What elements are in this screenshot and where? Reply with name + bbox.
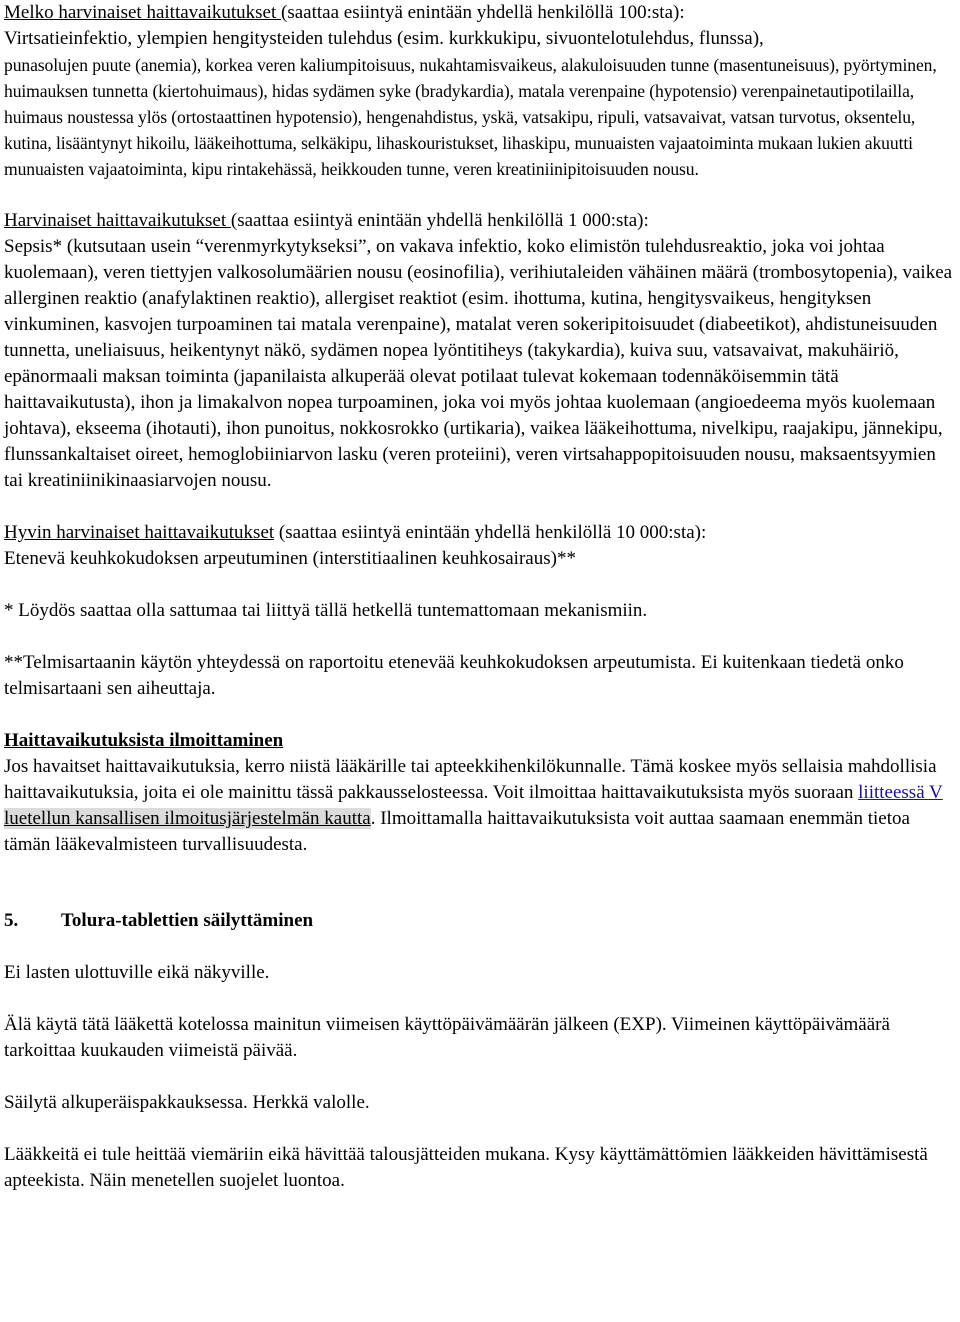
uncommon-text-b: punasolujen puute (anemia), korkea veren kaliumpitoisuus, nukahtamisvaikeus, alakuloisuuden tunne (masentuneisuus), pyörtyminen, huimauksen tunnetta (kiertohuimaus), hidas sydämen syke (bradykardia), matala verenpaine (hypotensio) verenpainetautipotilailla, huimaus noustessa ylös (ortostaattinen hypotensio), hengenahdistus, yskä, vatsakipu, ripuli, vatsavaivat, vatsan turvotus, oksentelu, kutina, lisääntynyt hikoilu, lääkeihottuma, selkäkipu, lihaskouristukset, lihaskipu, munuaisten vajaatoiminta mukaan lukien akuutti munuaisten vajaatoiminta, kipu rintakehässä, heikkouden tunne, veren kreatiniinipitoisuuden nousu.: [4, 55, 937, 179]
storage-paragraph-1: Ei lasten ulottuville eikä näkyville.: [4, 962, 270, 983]
reporting-text-before: Jos havaitset haittavaikutuksia, kerro niistä lääkärille tai apteekkihenkilökunnalle. Tämä koskee myös sellaisia mahdollisia haittavaikutuksia, joita ei ole mainittu tässä pakkausselosteessa. Voit ilmoittaa haittavaikutuksista myös suoraan: [4, 756, 937, 803]
uncommon-side-effects-section: [4, 0, 956, 182]
storage-paragraph-3: Säilytä alkuperäispakkauksessa. Herkkä valolle.: [4, 1092, 370, 1113]
reporting-text-after: . Ilmoittamalla haittavaikutuksista voit auttaa saamaan enemmän tietoa tämän lääkevalmisteen turvallisuudesta.: [4, 808, 910, 855]
very-rare-intro: (saattaa esiintyä enintään yhdellä henkilöllä 10 000:sta):: [274, 522, 707, 543]
national-reporting-system-text: luetellun kansallisen ilmoitusjärjestelmän kautta: [4, 808, 371, 829]
rare-side-effects-section: [4, 208, 956, 494]
uncommon-intro: (saattaa esiintyä enintään yhdellä henkilöllä 100:sta):: [281, 2, 685, 23]
uncommon-text-a: Virtsatieinfektio, ylempien hengitysteiden tulehdus (esim. kurkkukipu, sivuontelotulehdus, flunssa),: [4, 28, 764, 49]
storage-section-number: 5.: [4, 910, 19, 931]
storage-paragraph-4: Lääkkeitä ei tule heittää viemäriin eikä hävittää talousjätteiden mukana. Kysy käyttämättömien lääkkeiden hävittämisestä apteekista. Näin menetellen suojelet luontoa.: [4, 1144, 928, 1191]
rare-text: Sepsis* (kutsutaan usein “verenmyrkytykseksi”, on vakava infektio, koko elimistön tulehdusreaktio, joka voi johtaa kuolemaan), veren tiettyjen valkosolumäärien nousu (eosinofilia), verihiutaleiden vähäinen määrä (trombosytopenia), vaikea allerginen reaktio (anafylaktinen reaktio), allergiset reaktiot (esim. ihottuma, kutina, hengitysvaikeus, hengityksen vinkuminen, kasvojen turpoaminen tai matala verenpaine), matalat veren sokeripitoisuudet (diabeetikot), ahdistuneisuuden tunnetta, uneliaisuus, heikentynyt näkö, sydämen nopea lyöntitiheys (takykardia), kuiva suu, vatsavaivat, makuhäiriö, epänormaali maksan toiminta (japanilaista alkuperää olevat potilaat tulevat kokemaan todennäköisemmin tätä haittavaikutusta), ihon ja limakalvon nopea turpoaminen, joka voi myös johtaa kuolemaan (angioedeema myös kuolemaan johtava), ekseema (ihotauti), ihon punoitus, nokkosrokko (urtikaria), vaikea lääkeihottuma, nivelkipu, raajakipu, jännekipu, flunssankaltaiset oireet, hemoglobiiniarvon lasku (veren proteiini), veren virtsahappopitoisuuden nousu, maksaentsyymien tai kreatiniinikinaasiarvojen nousu.: [4, 236, 953, 491]
uncommon-heading-line: [4, 0, 956, 26]
rare-title: Harvinaiset haittavaikutukset: [4, 210, 231, 231]
footnote-2: **Telmisartaanin käytön yhteydessä on raportoitu etenevää keuhkokudoksen arpeutumista. Ei kuitenkaan tiedetä onko telmisartaani sen aiheuttaja.: [4, 652, 904, 699]
reporting-title: Haittavaikutuksista ilmoittaminen: [4, 730, 284, 751]
very-rare-heading-line: [4, 520, 956, 546]
rare-intro: (saattaa esiintyä enintään yhdellä henkilöllä 1 000:sta):: [230, 210, 649, 231]
uncommon-title: Melko harvinaiset haittavaikutukset: [4, 2, 282, 23]
very-rare-title: Hyvin harvinaiset haittavaikutukset: [4, 522, 275, 543]
storage-paragraph-2: Älä käytä tätä lääkettä kotelossa mainitun viimeisen käyttöpäivämäärän jälkeen (EXP). Viimeinen käyttöpäivämäärä tarkoittaa kuukauden viimeistä päivää.: [4, 1014, 890, 1061]
very-rare-side-effects-section: [4, 520, 956, 572]
reporting-text: [4, 754, 956, 858]
storage-heading: [4, 908, 956, 934]
rare-heading-line: [4, 208, 956, 234]
annex-v-link[interactable]: liitteessä V: [858, 782, 943, 803]
reporting-section: [4, 728, 956, 858]
footnote-1: * Löydös saattaa olla sattumaa tai liittyä tällä hetkellä tuntemattomaan mekanismiin.: [4, 600, 648, 621]
very-rare-text: Etenevä keuhkokudoksen arpeutuminen (interstitiaalinen keuhkosairaus)**: [4, 548, 576, 569]
storage-title: Tolura-tablettien säilyttäminen: [61, 910, 314, 931]
